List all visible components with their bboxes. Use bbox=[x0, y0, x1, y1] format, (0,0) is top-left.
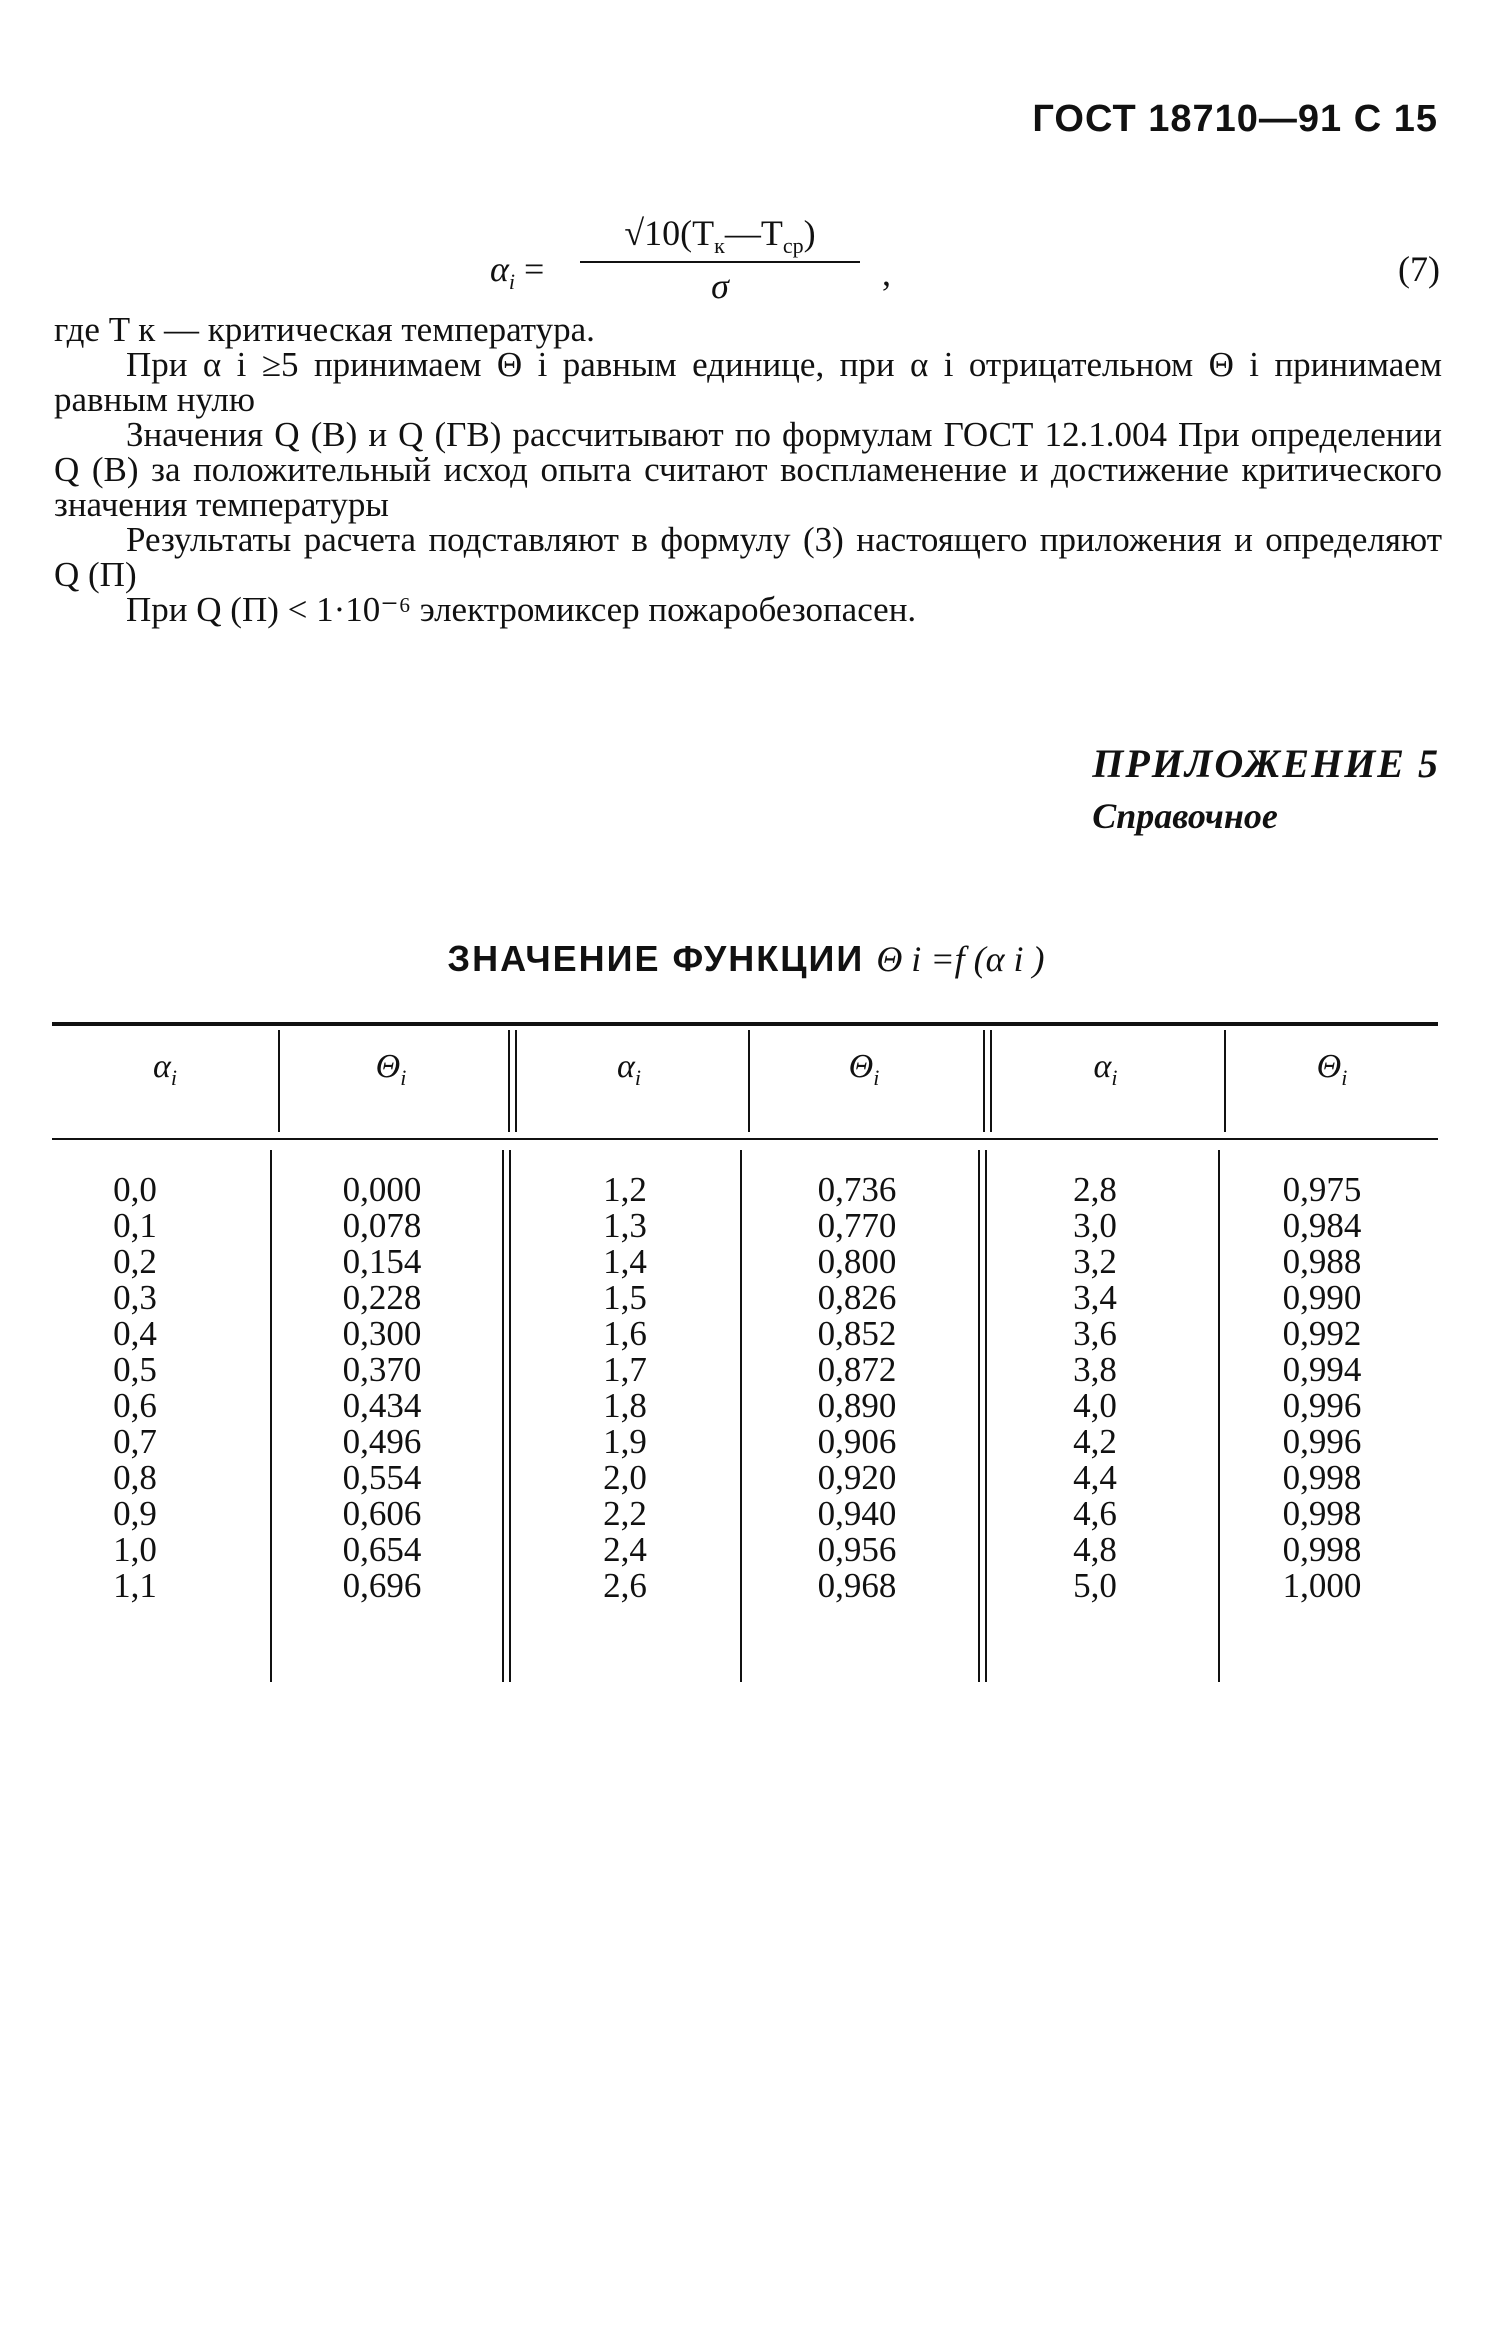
group-divider bbox=[502, 1150, 504, 1682]
formula-fraction bbox=[580, 212, 860, 307]
table-cell: 1,4 bbox=[603, 1242, 647, 1281]
table-cell: 0,800 bbox=[817, 1242, 897, 1281]
table-cell: 0,992 bbox=[1282, 1314, 1362, 1353]
table-cell: 0,736 bbox=[817, 1170, 897, 1209]
table-cell: 0,996 bbox=[1282, 1386, 1362, 1425]
table-header-rule bbox=[52, 1138, 1438, 1140]
page-header bbox=[1032, 98, 1438, 141]
column-divider bbox=[740, 1150, 742, 1682]
table-cell: 4,4 bbox=[1073, 1458, 1117, 1497]
formula-denominator: σ bbox=[711, 266, 729, 307]
table-cell: 1,2 bbox=[603, 1170, 647, 1209]
table-cell: 4,0 bbox=[1073, 1386, 1117, 1425]
table-cell: 0,9 bbox=[113, 1494, 157, 1533]
table-cell: 1,0 bbox=[113, 1530, 157, 1569]
table-cell: 0,890 bbox=[817, 1386, 897, 1425]
paragraph-results: Результаты расчета подставляют в формулу (3) настоящего приложения и определяют Q (П) bbox=[54, 520, 1442, 594]
page-number: С 15 bbox=[1353, 98, 1438, 140]
table-cell: 0,872 bbox=[817, 1350, 897, 1389]
table-cell: 0,000 bbox=[342, 1170, 422, 1209]
equation-number: (7) bbox=[1398, 249, 1440, 289]
table-cell: 0,228 bbox=[342, 1278, 422, 1317]
table-cell: 0,696 bbox=[342, 1566, 422, 1605]
table-cell: 2,8 bbox=[1073, 1170, 1117, 1209]
header-alpha-2: $\alpha_i$ bbox=[617, 1048, 641, 1090]
table-cell: 0,554 bbox=[342, 1458, 422, 1497]
table-cell: 0,5 bbox=[113, 1350, 157, 1389]
table-cell: 1,9 bbox=[603, 1422, 647, 1461]
table-cell: 0,370 bbox=[342, 1350, 422, 1389]
group-divider bbox=[985, 1150, 987, 1682]
formula-lhs: $\alpha_i$ = bbox=[490, 249, 545, 295]
formula-numerator: $√10(T_к—T_{ср})$ bbox=[580, 212, 860, 263]
table-cell: 5,0 bbox=[1073, 1566, 1117, 1605]
appendix-subtitle: Справочное bbox=[1092, 796, 1278, 836]
table-cell: 0,994 bbox=[1282, 1350, 1362, 1389]
group-divider bbox=[509, 1150, 511, 1682]
header-theta-2: $\Theta_i$ bbox=[848, 1048, 880, 1090]
appendix-title: ПРИЛОЖЕНИЕ 5 bbox=[1092, 741, 1440, 786]
table-cell: 3,0 bbox=[1073, 1206, 1117, 1245]
table-cell: 0,998 bbox=[1282, 1494, 1362, 1533]
group-divider bbox=[508, 1030, 510, 1132]
table-cell: 0,940 bbox=[817, 1494, 897, 1533]
column-theta-2 bbox=[752, 1172, 962, 1604]
table-cell: 3,6 bbox=[1073, 1314, 1117, 1353]
table-cell: 2,0 bbox=[603, 1458, 647, 1497]
table-cell: 0,956 bbox=[817, 1530, 897, 1569]
table-cell: 0,7 bbox=[113, 1422, 157, 1461]
table-cell: 0,920 bbox=[817, 1458, 897, 1497]
table-cell: 0,906 bbox=[817, 1422, 897, 1461]
table-cell: 1,000 bbox=[1282, 1566, 1362, 1605]
table-cell: 0,0 bbox=[113, 1170, 157, 1209]
table-cell: 0,3 bbox=[113, 1278, 157, 1317]
table-cell: 0,154 bbox=[342, 1242, 422, 1281]
group-divider bbox=[990, 1030, 992, 1132]
table-cell: 0,2 bbox=[113, 1242, 157, 1281]
column-alpha-2 bbox=[530, 1172, 720, 1604]
table-cell: 1,5 bbox=[603, 1278, 647, 1317]
table-cell: 1,6 bbox=[603, 1314, 647, 1353]
group-divider bbox=[978, 1150, 980, 1682]
table-title-math: Θ i =f (α i ) bbox=[876, 939, 1045, 979]
column-divider bbox=[1218, 1150, 1220, 1682]
formula-comma: , bbox=[882, 253, 891, 293]
table-cell: 0,998 bbox=[1282, 1530, 1362, 1569]
column-alpha-1 bbox=[60, 1172, 210, 1604]
header-alpha-1: $\alpha_i$ bbox=[153, 1048, 177, 1090]
table-cell: 2,4 bbox=[603, 1530, 647, 1569]
table-cell: 0,8 bbox=[113, 1458, 157, 1497]
table-cell: 0,988 bbox=[1282, 1242, 1362, 1281]
header-theta-3: $\Theta_i$ bbox=[1316, 1048, 1348, 1090]
table-cell: 2,6 bbox=[603, 1566, 647, 1605]
table-top-rule bbox=[52, 1022, 1438, 1026]
table-cell: 4,6 bbox=[1073, 1494, 1117, 1533]
table-cell: 0,998 bbox=[1282, 1458, 1362, 1497]
table-cell: 1,3 bbox=[603, 1206, 647, 1245]
standard-number: ГОСТ 18710—91 bbox=[1032, 98, 1343, 140]
table-cell: 2,2 bbox=[603, 1494, 647, 1533]
table-cell: 1,1 bbox=[113, 1566, 157, 1605]
table-cell: 0,990 bbox=[1282, 1278, 1362, 1317]
column-alpha-3 bbox=[1000, 1172, 1190, 1604]
paragraph-definition: где T к — критическая температура. bbox=[54, 310, 595, 349]
table-cell: 0,996 bbox=[1282, 1422, 1362, 1461]
table-cell: 0,606 bbox=[342, 1494, 422, 1533]
table-cell: 0,300 bbox=[342, 1314, 422, 1353]
table-cell: 3,4 bbox=[1073, 1278, 1117, 1317]
table-cell: 0,984 bbox=[1282, 1206, 1362, 1245]
column-divider bbox=[270, 1150, 272, 1682]
table-cell: 0,078 bbox=[342, 1206, 422, 1245]
table-cell: 0,434 bbox=[342, 1386, 422, 1425]
table-cell: 0,826 bbox=[817, 1278, 897, 1317]
table-cell: 0,1 bbox=[113, 1206, 157, 1245]
paragraph-conclusion: При Q (П) < 1·10⁻⁶ электромиксер пожаробезопасен. bbox=[126, 590, 917, 629]
table-cell: 0,968 bbox=[817, 1566, 897, 1605]
paragraph-q-values: Значения Q (В) и Q (ГВ) рассчитывают по формулам ГОСТ 12.1.004 При определении Q (В) за положительный исход опыта считают воспламенение и достижение критического значения температуры bbox=[54, 415, 1442, 524]
table-cell: 0,496 bbox=[342, 1422, 422, 1461]
body-text bbox=[54, 312, 1442, 627]
group-divider bbox=[515, 1030, 517, 1132]
header-alpha-3: $\alpha_i$ bbox=[1093, 1048, 1118, 1090]
table-cell: 0,852 bbox=[817, 1314, 897, 1353]
table-cell: 0,654 bbox=[342, 1530, 422, 1569]
table-cell: 4,8 bbox=[1073, 1530, 1117, 1569]
table-cell: 3,2 bbox=[1073, 1242, 1117, 1281]
group-divider bbox=[983, 1030, 985, 1132]
table-cell: 3,8 bbox=[1073, 1350, 1117, 1389]
table-cell: 1,8 bbox=[603, 1386, 647, 1425]
appendix-label bbox=[1092, 740, 1440, 837]
table-cell: 0,4 bbox=[113, 1314, 157, 1353]
table-title: ЗНАЧЕНИЕ ФУНКЦИИ Θ i =f (α i ) bbox=[447, 938, 1045, 979]
column-theta-1 bbox=[282, 1172, 482, 1604]
paragraph-alpha-rule: При α i ≥5 принимаем Θ i равным единице, при α i отрицательном Θ i принимаем равным нулю bbox=[54, 345, 1442, 419]
table-cell: 0,770 bbox=[817, 1206, 897, 1245]
table-cell: 1,7 bbox=[603, 1350, 647, 1389]
table-cell: 0,6 bbox=[113, 1386, 157, 1425]
table-cell: 0,975 bbox=[1282, 1170, 1362, 1209]
formula-7 bbox=[490, 212, 1450, 312]
column-theta-3 bbox=[1222, 1172, 1422, 1604]
table-cell: 4,2 bbox=[1073, 1422, 1117, 1461]
header-theta-1: $\Theta_i$ bbox=[375, 1048, 407, 1090]
